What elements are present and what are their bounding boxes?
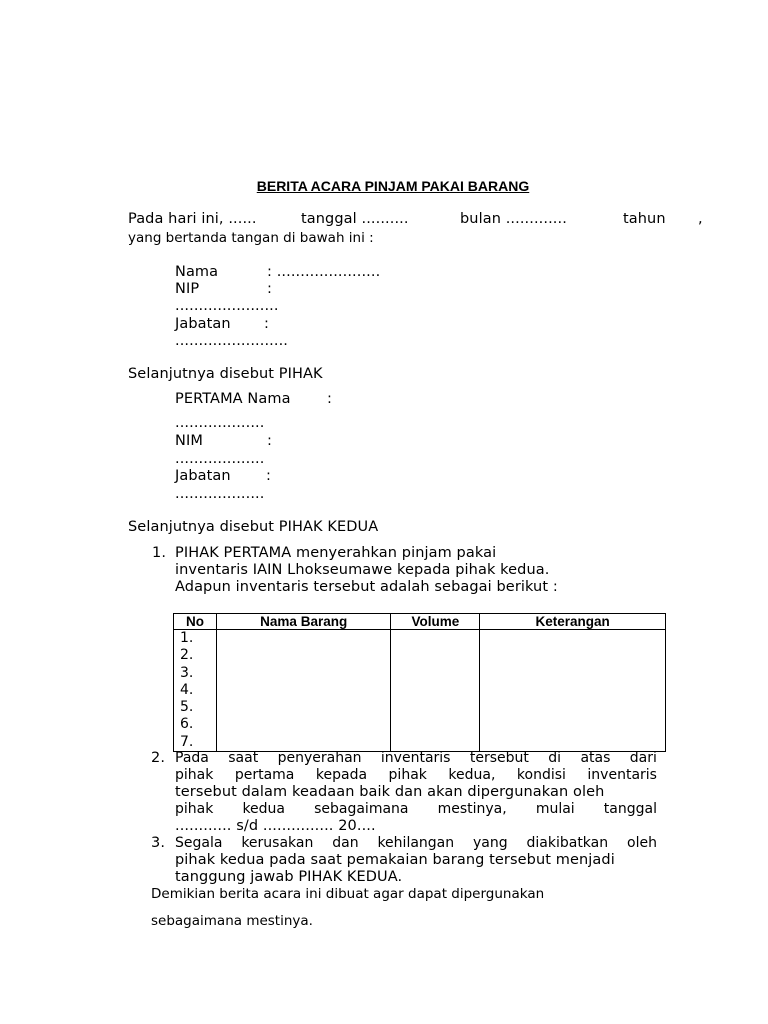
item3-line3: tanggung jawab PIHAK KEDUA. (175, 869, 403, 885)
p1-nama-label: Nama (175, 264, 219, 280)
closing-line2: sebagaimana mestinya. (151, 913, 313, 929)
row-number: 4. (180, 681, 194, 698)
p1-nama-value: : ...................... (267, 264, 381, 280)
p2-nim-label: NIM (175, 433, 203, 449)
word: dan (332, 835, 359, 851)
word: pihak (175, 801, 214, 817)
intro-part4: tahun (623, 211, 666, 227)
item1-number: 1. (152, 545, 167, 561)
p2-nim-colon: : (267, 433, 272, 449)
word: tanggal (603, 801, 657, 817)
intro-part5: , (698, 211, 703, 227)
word: kerusakan (241, 835, 314, 851)
word: inventaris (587, 767, 657, 783)
word: kehilangan (377, 835, 455, 851)
word: oleh (627, 835, 657, 851)
word: mestinya, (437, 801, 507, 817)
item2-line3: tersebut dalam keadaan baik dan akan dipergunakan oleh (175, 784, 605, 800)
word: mulai (535, 801, 575, 817)
row-number: 3. (180, 664, 194, 681)
table-header-row (174, 614, 666, 630)
p2-nama-label: PERTAMA Nama (175, 391, 291, 407)
selanjutnya-pertama: Selanjutnya disebut PIHAK (128, 366, 323, 382)
table-row (174, 630, 666, 752)
word: atas (580, 750, 611, 766)
item2-line4 (175, 801, 657, 817)
word: kedua (242, 801, 285, 817)
p2-nama-colon: : (327, 391, 332, 407)
p2-jabatan-dots: ................... (175, 486, 265, 502)
item1-line3: Adapun inventaris tersebut adalah sebagai berikut : (175, 579, 558, 595)
intro-part3: bulan ............. (460, 211, 567, 227)
p2-jabatan-label: Jabatan (175, 468, 231, 484)
p2-jabatan-colon: : (266, 468, 271, 484)
item2-line5: ............ s/d ............... 20.... (175, 818, 376, 834)
row-number: 2. (180, 647, 194, 664)
closing-line1: Demikian berita acara ini dibuat agar dapat dipergunakan (151, 886, 545, 902)
p1-nip-dots: ...................... (175, 298, 279, 314)
nama-barang-cell (216, 630, 391, 752)
item3-line2: pihak kedua pada saat pemakaian barang tersebut menjadi (175, 852, 615, 868)
row-number: 1. (180, 630, 194, 646)
header-nama-barang: Nama Barang (216, 614, 391, 630)
word: pihak (175, 767, 214, 783)
p1-nip-label: NIP (175, 281, 200, 297)
p1-jabatan-dots: ........................ (175, 333, 289, 349)
inventory-table (173, 613, 666, 752)
word: Pada (175, 750, 209, 766)
word: tersebut (469, 750, 529, 766)
intro-part1: Pada hari ini, ...... (128, 211, 257, 227)
row-number: 7. (180, 733, 194, 750)
item3-number: 3. (151, 835, 166, 851)
p2-nama-dots: ................... (175, 415, 265, 431)
word: inventaris (380, 750, 451, 766)
word: di (548, 750, 562, 766)
keterangan-cell (480, 630, 666, 752)
item1-line2: inventaris IAIN Lhokseumawe kepada pihak kedua. (175, 562, 550, 578)
selanjutnya-kedua: Selanjutnya disebut PIHAK KEDUA (128, 519, 379, 535)
p2-nim-dots: ................... (175, 451, 265, 467)
intro-line2: yang bertanda tangan di bawah ini : (128, 230, 374, 246)
word: saat (228, 750, 259, 766)
word: dari (629, 750, 657, 766)
document-title: BERITA ACARA PINJAM PAKAI BARANG (256, 178, 530, 194)
header-volume: Volume (391, 614, 480, 630)
item1-line1: PIHAK PERTAMA menyerahkan pinjam pakai (175, 545, 497, 561)
word: Segala (175, 835, 223, 851)
row-number: 5. (180, 699, 194, 716)
p1-jabatan-label: Jabatan (175, 316, 231, 332)
word: kondisi (516, 767, 566, 783)
word: penyerahan (277, 750, 362, 766)
word: pihak (388, 767, 427, 783)
volume-cell (391, 630, 480, 752)
word: diakibatkan (526, 835, 609, 851)
header-keterangan: Keterangan (480, 614, 666, 630)
item3-line1 (175, 835, 657, 851)
intro-part2: tanggal .......... (301, 211, 409, 227)
item2-number: 2. (151, 750, 166, 766)
word: pertama (234, 767, 295, 783)
p1-nip-colon: : (267, 281, 272, 297)
header-no: No (174, 614, 217, 630)
word: sebagaimana (314, 801, 409, 817)
p1-jabatan-colon: : (264, 316, 269, 332)
word: kepada (315, 767, 368, 783)
row-number: 6. (180, 716, 194, 733)
item2-line2 (175, 767, 657, 783)
word: kedua, (448, 767, 496, 783)
row-numbers-cell (174, 630, 217, 752)
item2-line1 (175, 750, 657, 766)
word: yang (473, 835, 508, 851)
